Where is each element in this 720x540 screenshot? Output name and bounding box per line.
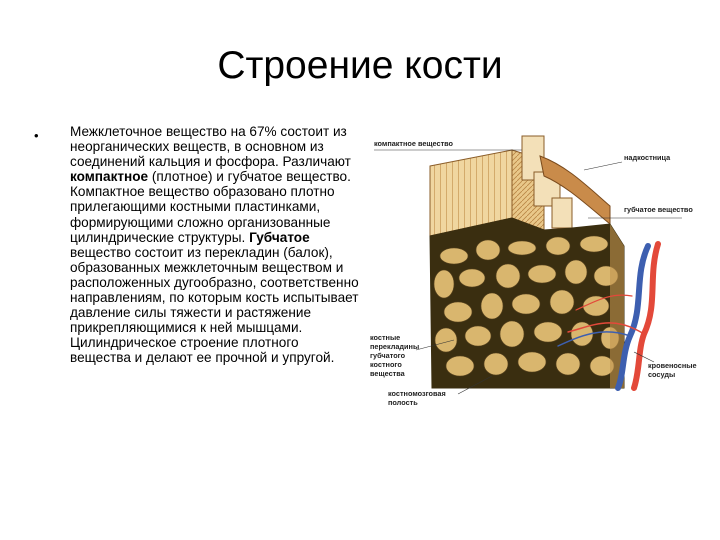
svg-text:костные: костные xyxy=(370,333,401,342)
slide-title: Строение кости xyxy=(217,44,503,87)
label-compact: компактное вещество xyxy=(374,139,454,148)
bullet-marker: • xyxy=(34,128,39,143)
term-spongy: Губчатое xyxy=(249,229,310,245)
text-part-3: вещество состоит из перекладин (балок), образованных межклеточным веществом и расположенных дугообразно, соответственно направлениям, по которым кость испытывает давление силы тяжести и растяжение прикрепляющимися к ней мышцами. Цилиндрическое строение плотного вещества и делают ее прочной и упругой. xyxy=(70,244,359,366)
label-trabeculae xyxy=(370,333,419,378)
svg-text:губчатого: губчатого xyxy=(370,351,406,360)
svg-text:костного: костного xyxy=(370,360,402,369)
label-marrow xyxy=(388,389,446,407)
term-compact: компактное xyxy=(70,169,149,185)
svg-text:перекладины: перекладины xyxy=(370,342,420,351)
leader-periosteum xyxy=(584,162,622,170)
text-part-2: (плотное) и губчатое вещество. Компактное вещество образовано плотно прилегающими костными пластинками, формирующими сложно организованные цилиндрические структуры. xyxy=(70,169,351,245)
label-spongy: губчатое вещество xyxy=(624,205,693,214)
svg-text:вещества: вещества xyxy=(370,369,405,378)
svg-text:полость: полость xyxy=(388,398,418,407)
text-part-1: Межклеточное вещество на 67% состоит из неорганических веществ, в основном из соединений кальция и фосфора. Различают xyxy=(70,124,351,170)
body-paragraph xyxy=(70,124,360,366)
label-vessels xyxy=(648,361,697,379)
bone-structure-figure xyxy=(362,126,712,426)
svg-text:кровеносные: кровеносные xyxy=(648,361,697,370)
label-periosteum: надкостница xyxy=(624,153,671,162)
svg-text:сосуды: сосуды xyxy=(648,370,676,379)
spongy-bone xyxy=(430,218,624,388)
svg-text:костномозговая: костномозговая xyxy=(388,389,446,398)
bone-illustration xyxy=(362,126,712,426)
